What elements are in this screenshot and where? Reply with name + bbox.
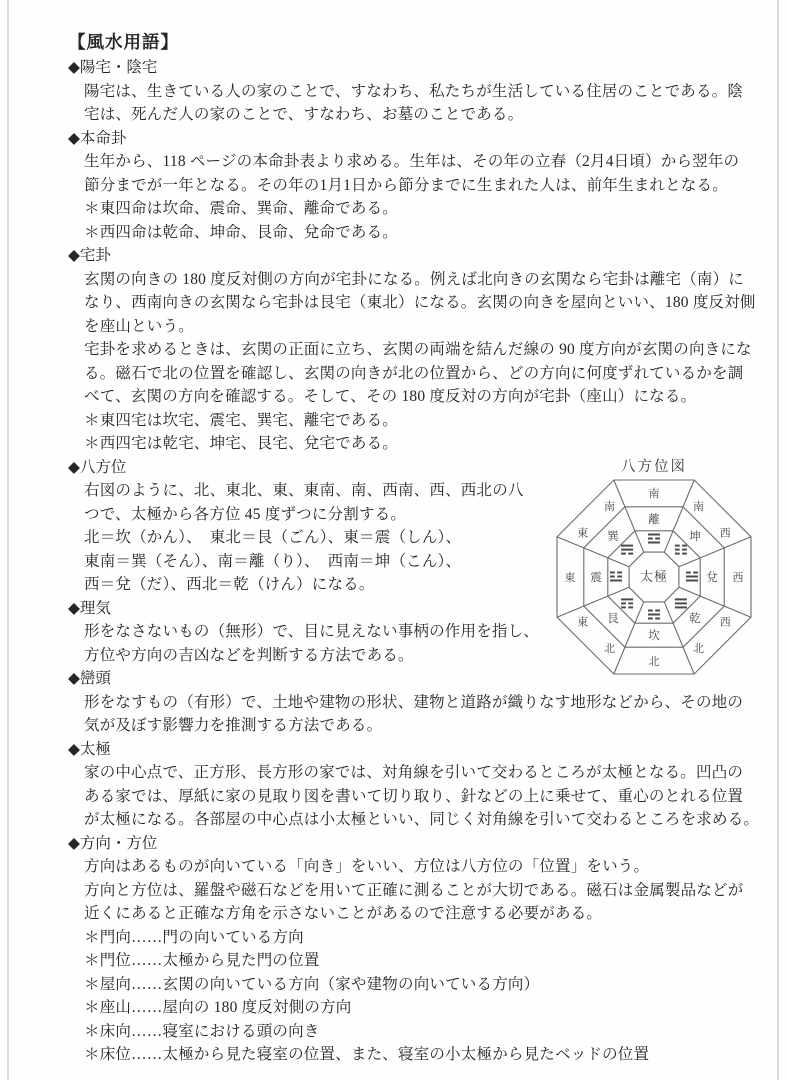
- diagram-label-gen: 艮: [607, 613, 619, 625]
- diagram-label-dui: 兌: [706, 572, 718, 584]
- section-6: [68, 738, 760, 832]
- diagram-label-zhen: 震: [590, 572, 602, 584]
- text-line: 形をなすもの（有形）で、土地や建物の形状、建物と道路が織りなす地形などから、その地の: [84, 693, 744, 711]
- text-line: 家の中心点で、正方形、長方形の家では、対角線を引いて交わるところが太極となる。凹凸の: [84, 764, 744, 781]
- section-7: [68, 832, 747, 1067]
- kan-trigram-icon: [648, 610, 660, 620]
- section-heading: ◆方向・方位: [68, 834, 158, 852]
- diagram-label-northwest-a: 北: [693, 643, 704, 656]
- text-line: 宅卦を求めるときは、玄関の正面に立ち、玄関の両端を結んだ線の 90 度方向が玄関の向きにな: [84, 341, 752, 358]
- section-heading: ◆八方位: [68, 458, 127, 476]
- diagram-label-qian: 乾: [689, 613, 701, 625]
- text-line: 陽宅は、生きている人の家のことで、すなわち、私たちが生活している住居のことである。陰: [84, 82, 744, 100]
- page-title: 【風水用語】: [68, 32, 179, 52]
- bullet-line: ＊西四宅は乾宅、坤宅、艮宅、兌宅である。: [84, 435, 399, 452]
- bullet-line: ＊東四宅は坎宅、震宅、巽宅、離宅である。: [84, 411, 399, 429]
- bullet-line: ＊床向……寝室における頭の向き: [84, 1022, 320, 1040]
- text-line: なり、西南向きの玄関なら宅卦は艮宅（東北）になる。玄関の向きを屋向といい、180 度反対側: [84, 294, 756, 311]
- text-line: 北＝坎（かん）、 東北＝艮（ごん）、東＝震（しん）、: [84, 529, 462, 546]
- kun-trigram-icon: [675, 545, 687, 555]
- diagram-label-northeast-a: 東: [577, 616, 589, 629]
- diagram-title: 八方位図: [621, 459, 687, 475]
- text-line: 東南＝巽（そん）、南＝離（り）、 西南＝坤（こん）、: [84, 552, 462, 570]
- section-0: [68, 56, 747, 127]
- section-heading: ◆陽宅・陰宅: [68, 59, 158, 76]
- bullet-line: ＊座山……屋向の 180 度反対側の方向: [84, 999, 352, 1016]
- diagram-label-southwest-b: 西: [719, 527, 731, 540]
- bullet-line: ＊屋向……玄関の向いている方向（家や建物の向いている方向）: [84, 975, 540, 993]
- diagram-label-li: 離: [648, 514, 660, 526]
- diagram-label-taikyoku: 太極: [639, 569, 669, 584]
- section-heading: ◆理気: [68, 599, 111, 617]
- diagram-label-southeast-b: 東: [577, 527, 589, 540]
- diagram-label-north: 北: [648, 656, 660, 668]
- text-line: 近くにあると正確な方角を示さないことがあるので注意する必要がある。: [84, 905, 603, 922]
- diagram-label-east: 東: [564, 572, 576, 584]
- gen-trigram-icon: [621, 598, 633, 608]
- li-trigram-icon: [648, 534, 660, 544]
- diagram-label-northwest-b: 西: [719, 616, 731, 629]
- text-line: が太極になる。各部屋の中心点は小太極といい、同じく対角線を引いて交わるところを求める。: [84, 811, 760, 828]
- section-heading: ◆宅卦: [68, 247, 111, 264]
- section-5: [68, 667, 747, 738]
- section-heading: ◆太極: [68, 740, 111, 758]
- diagram-label-southeast-a: 南: [604, 500, 615, 513]
- section-heading: ◆巒頭: [68, 670, 111, 687]
- section-1: [68, 127, 747, 245]
- text-line: 生年から、118 ページの本命卦表より求める。生年は、その年の立春（2月4日頃）から翌年の: [84, 153, 740, 170]
- diagram-label-southwest-a: 南: [693, 500, 704, 513]
- diagram-label-kan: 坎: [648, 630, 660, 642]
- text-line: る。磁石で北の位置を確認し、玄関の向きが北の位置から、どの方向に何度ずれているかを調: [84, 364, 744, 382]
- text-line: 節分までが一年となる。その年の1月1日から節分までに生まれた人は、前年生まれとなる。: [84, 176, 728, 194]
- dui-trigram-icon: [686, 572, 698, 582]
- text-line: 方位や方向の吉凶などを判断する方法である。: [84, 646, 414, 664]
- text-line: 方向はあるものが向いている「向き」をいい、方位は八方位の「位置」をいう。: [84, 858, 650, 875]
- text-line: を座山という。: [84, 317, 194, 335]
- diagram-label-northeast-b: 北: [604, 643, 615, 656]
- eight-directions-diagram: [549, 477, 759, 677]
- text-line: 西＝兌（だ）、西北＝乾（けん）になる。: [84, 576, 375, 593]
- page-right-edge: [777, 0, 779, 1080]
- text-line: 形をなさないもの（無形）で、目に見えない事柄の作用を指し、: [84, 623, 539, 640]
- text-line: 宅は、死んだ人の家のことで、すなわち、お墓のことである。: [84, 106, 524, 123]
- text-line: 玄関の向きの 180 度反対側の方向が宅卦になる。例えば北向きの玄関なら宅卦は離宅（南）に: [84, 270, 745, 288]
- xun-trigram-icon: [621, 545, 633, 555]
- section-heading: ◆本命卦: [68, 129, 127, 147]
- page-content: [68, 30, 760, 1067]
- zhen-trigram-icon: [610, 572, 622, 582]
- bullet-line: ＊西四命は乾命、坤命、艮命、兌命である。: [84, 223, 399, 241]
- text-line: ある家では、厚紙に家の見取り図を書いて切り取り、針などの上に乗せて、重心のとれる位置: [84, 787, 744, 805]
- qian-trigram-icon: [675, 598, 687, 608]
- bullet-line: ＊東四命は坎命、震命、巽命、離命である。: [84, 200, 399, 217]
- page-left-edge: [7, 0, 9, 1080]
- eight-directions-figure: [548, 455, 760, 677]
- text-line: 気が及ぼす影響力を推測する方法である。: [84, 717, 383, 734]
- diagram-label-west: 西: [732, 572, 744, 584]
- diagram-label-kun: 坤: [689, 531, 701, 543]
- bullet-line: ＊床位……太極から見た寝室の位置、また、寝室の小太極から見たベッドの位置: [84, 1046, 650, 1063]
- diagram-label-south: 南: [648, 488, 660, 500]
- text-line: 右図のように、北、東北、東、東南、南、西南、西、西北の八: [84, 482, 524, 499]
- text-line: べて、玄関の方向を確認する。そして、その 180 度反対の方向が宅卦（座山）になる。: [84, 388, 697, 405]
- text-line: 方向と方位は、羅盤や磁石などを用いて正確に測ることが大切である。磁石は金属製品などが: [84, 881, 744, 899]
- diagram-label-xun: 巽: [607, 531, 619, 543]
- bullet-line: ＊門位……太極から見た門の位置: [84, 952, 320, 969]
- text-line: つで、太極から各方位 45 度ずつに分割する。: [84, 505, 407, 523]
- bullet-line: ＊門向……門の向いている方向: [84, 928, 304, 946]
- section-2: [68, 244, 756, 456]
